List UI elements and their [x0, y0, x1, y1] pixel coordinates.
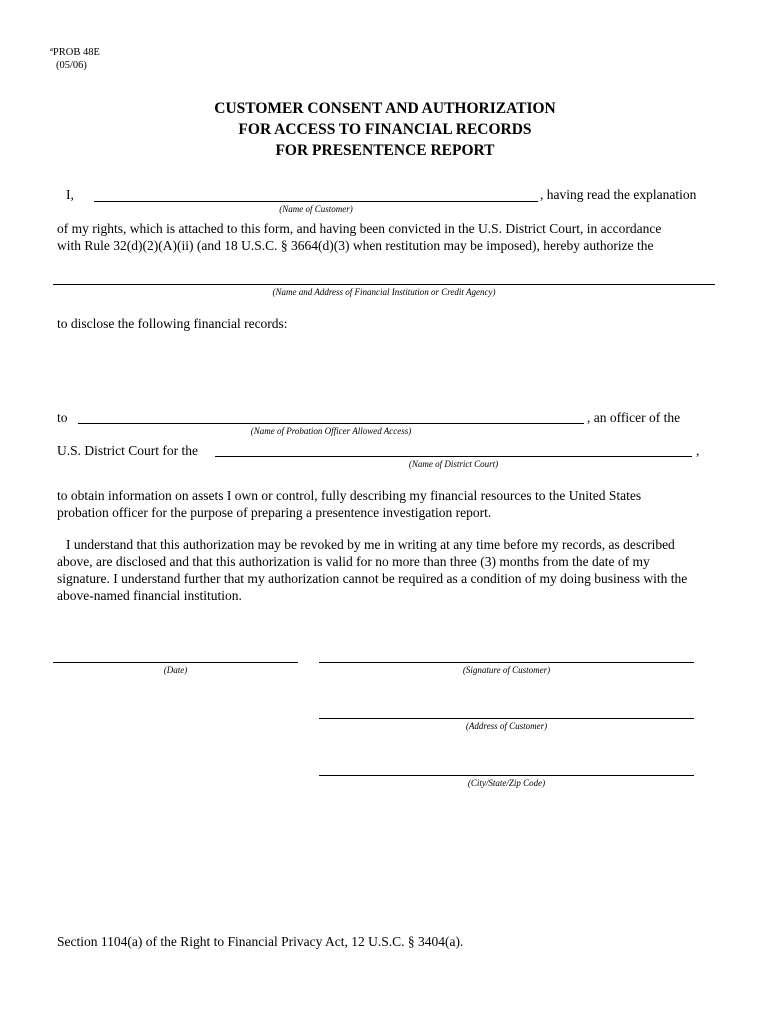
- probation-officer-field[interactable]: [78, 423, 584, 424]
- rights-line-1: of my rights, which is attached to this form, and having been convicted in the U.S. District Court, in accordance: [57, 221, 662, 236]
- obtain-line-2: probation officer for the purpose of preparing a presentence investigation report.: [57, 505, 492, 520]
- date-caption: (Date): [163, 665, 188, 675]
- obtain-line-1: to obtain information on assets I own or control, fully describing my financial resources to the United States: [57, 488, 642, 503]
- title-line-1: CUSTOMER CONSENT AND AUTHORIZATION: [214, 100, 556, 117]
- form-title: [0, 98, 770, 161]
- form-revision-date: (05/06): [56, 60, 87, 71]
- form-identifier: [50, 46, 100, 72]
- customer-name-caption: (Name of Customer): [279, 204, 353, 214]
- probation-officer-caption: (Name of Probation Officer Allowed Access): [250, 426, 412, 436]
- disclose-text: to disclose the following financial records:: [57, 316, 288, 331]
- officer-prefix: to: [57, 410, 68, 425]
- address-caption: (Address of Customer): [465, 721, 548, 731]
- date-field[interactable]: [53, 662, 298, 663]
- district-court-caption: (Name of District Court): [408, 459, 499, 469]
- customer-prefix: I,: [66, 187, 74, 202]
- revocation-line-2: above, are disclosed and that this authorization is valid for no more than three (3) months from the date of my: [57, 554, 650, 569]
- customer-suffix: , having read the explanation: [540, 187, 697, 202]
- revocation-line-1: I understand that this authorization may be revoked by me in writing at any time before my records, as described: [66, 537, 675, 552]
- address-field[interactable]: [319, 718, 694, 719]
- legal-citation: Section 1104(a) of the Right to Financial Privacy Act, 12 U.S.C. § 3404(a).: [57, 934, 464, 949]
- revocation-paragraph: [57, 536, 687, 604]
- officer-suffix: , an officer of the: [587, 410, 681, 425]
- title-line-3: FOR PRESENTENCE REPORT: [275, 142, 495, 159]
- financial-institution-caption: (Name and Address of Financial Institution or Credit Agency): [272, 287, 496, 297]
- court-prefix: U.S. District Court for the: [57, 443, 198, 458]
- city-state-zip-caption: (City/State/Zip Code): [467, 778, 546, 788]
- district-court-field[interactable]: [215, 456, 692, 457]
- city-state-zip-field[interactable]: [319, 775, 694, 776]
- rights-line-2: with Rule 32(d)(2)(A)(ii) (and 18 U.S.C. § 3664(d)(3) when restitution may be imposed), hereby authorize the: [57, 238, 654, 253]
- title-line-2: FOR ACCESS TO FINANCIAL RECORDS: [238, 121, 532, 138]
- revocation-line-3: signature. I understand further that my authorization cannot be required as a condition of my doing business with the: [57, 571, 688, 586]
- rights-paragraph: [57, 220, 661, 254]
- obtain-paragraph: [57, 487, 641, 521]
- customer-name-field[interactable]: [94, 201, 538, 202]
- signature-field[interactable]: [319, 662, 694, 663]
- financial-institution-field[interactable]: [53, 284, 715, 285]
- form-number: ªPROB 48E: [50, 47, 100, 58]
- court-suffix: ,: [696, 443, 700, 458]
- signature-caption: (Signature of Customer): [462, 665, 551, 675]
- revocation-line-4: above-named financial institution.: [57, 588, 242, 603]
